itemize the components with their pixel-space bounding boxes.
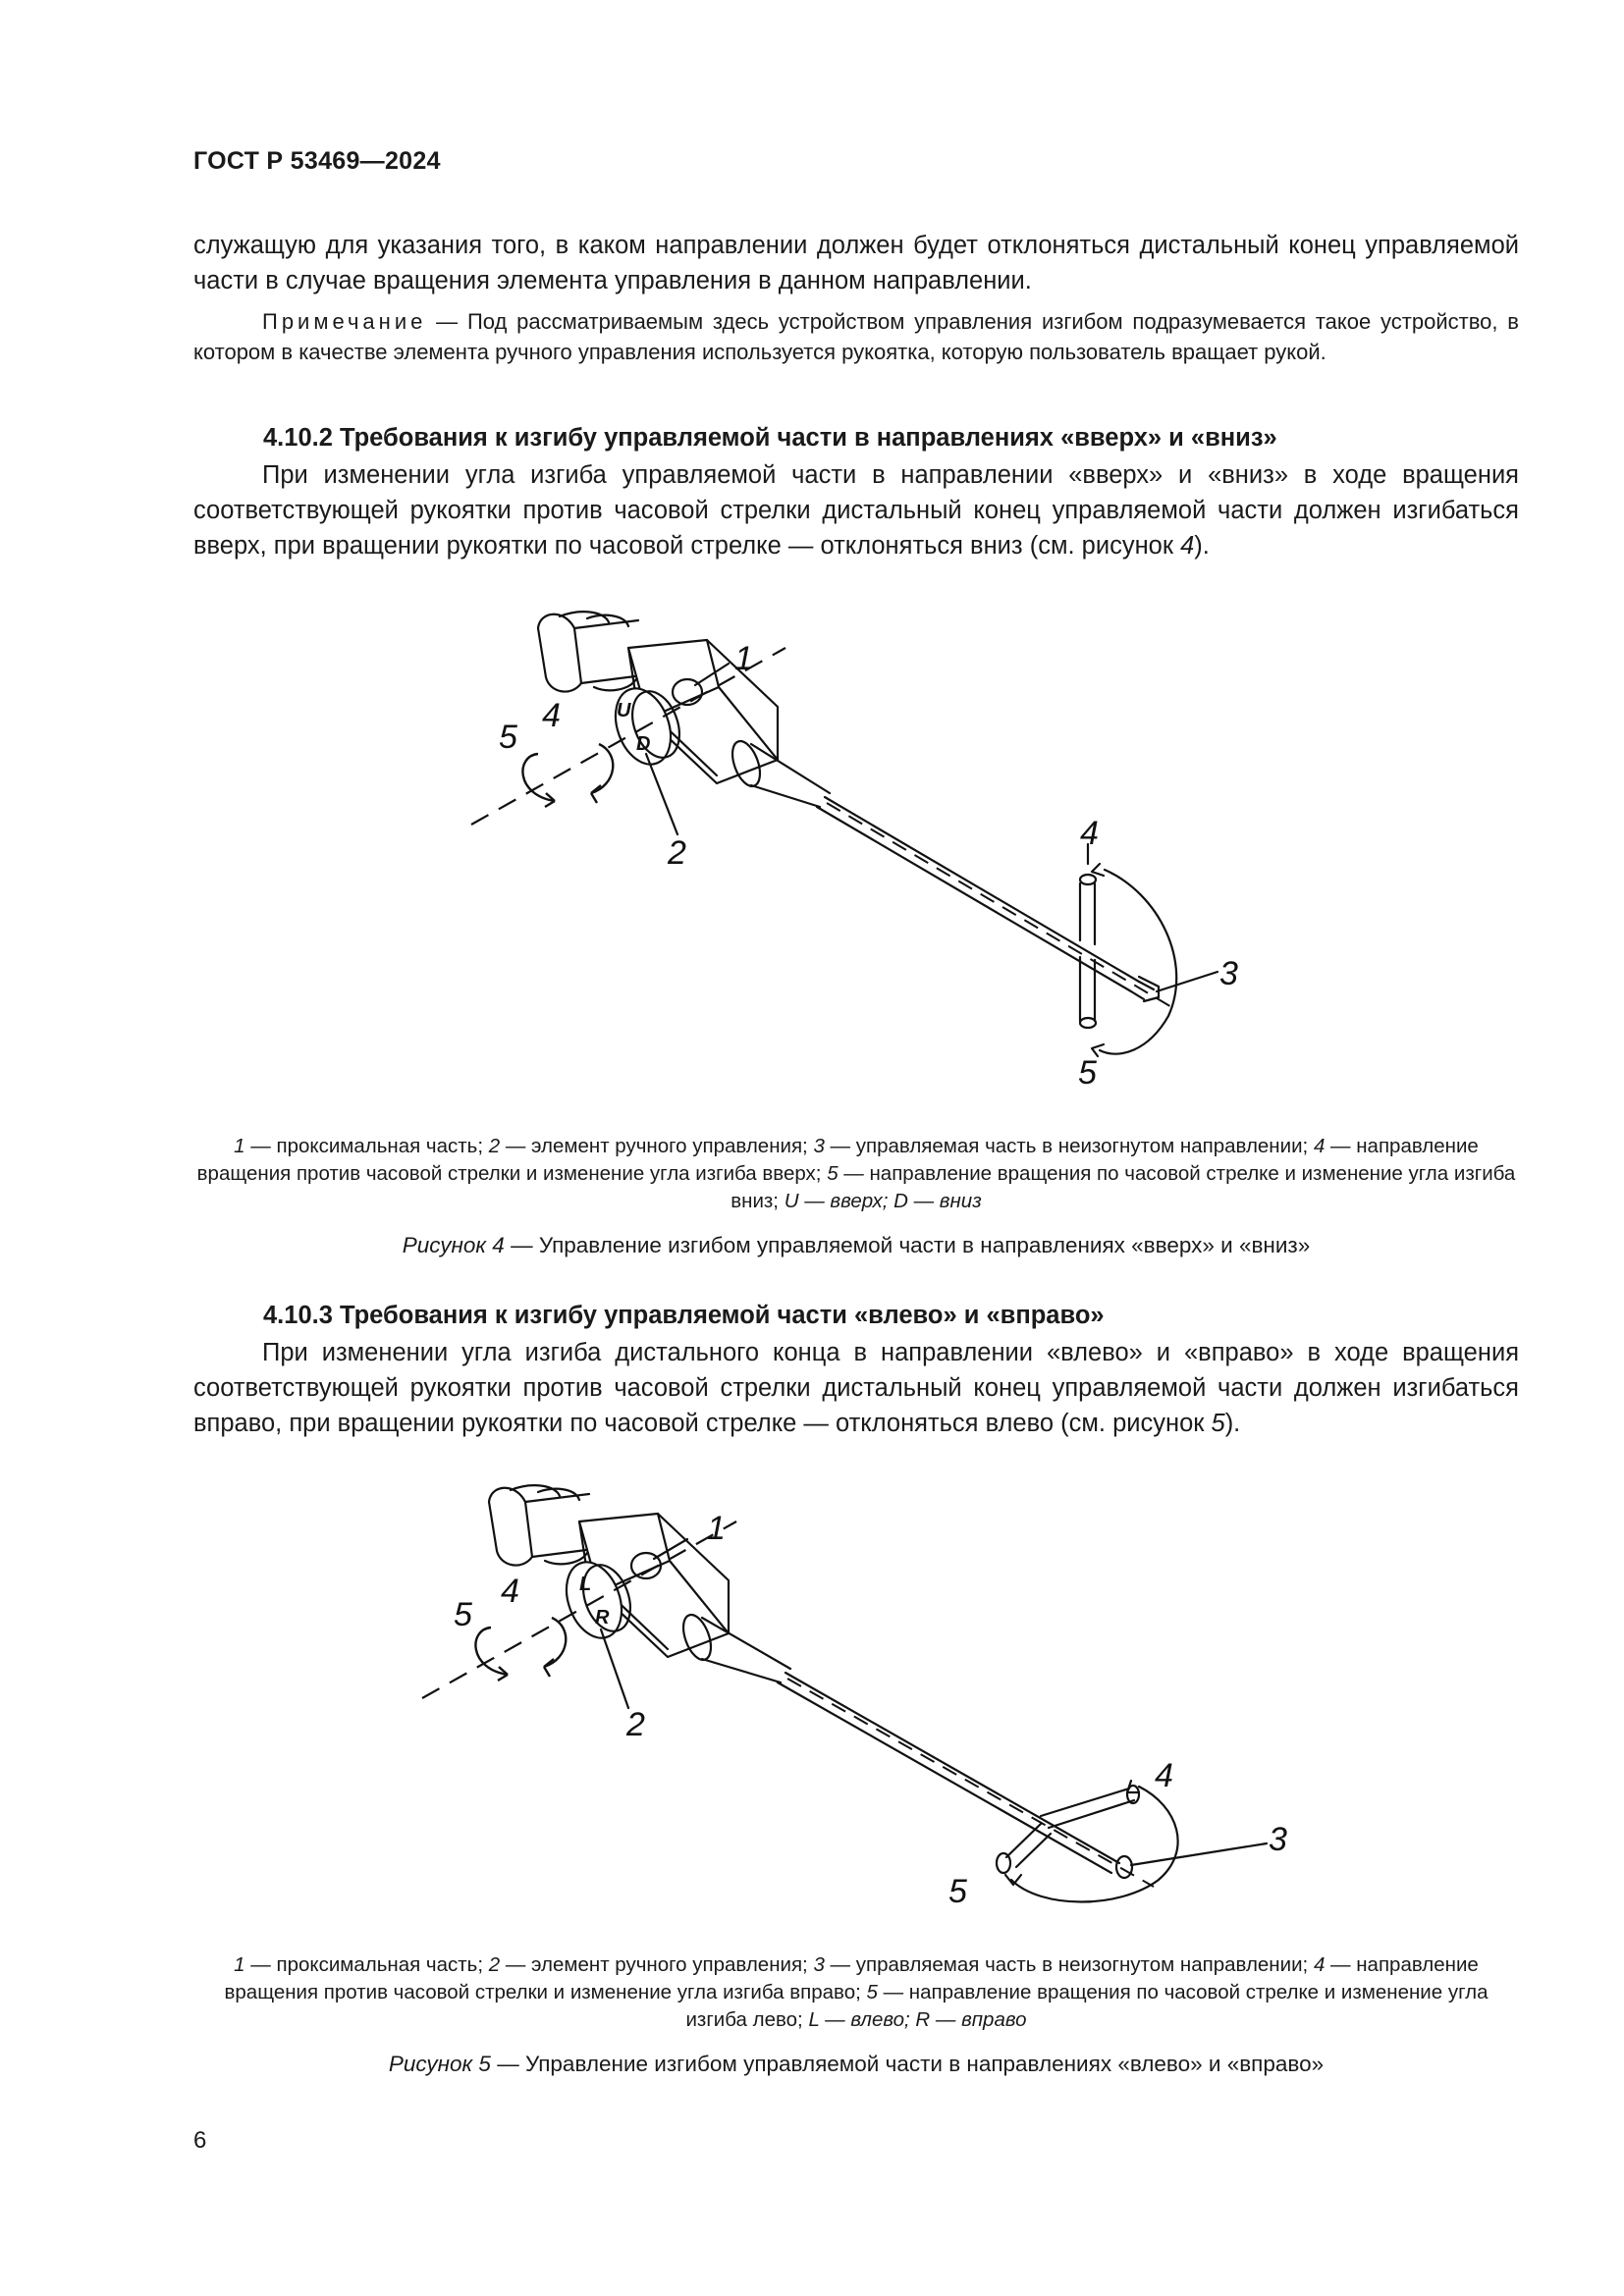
fig5-legend-n2: 2 bbox=[488, 1953, 501, 1976]
section-4-10-3-body bbox=[193, 1335, 1519, 1441]
fig5-legend-n3: 3 bbox=[813, 1953, 825, 1976]
fig5-callout-2: 2 bbox=[626, 1706, 645, 1743]
figure-4-ref: 4 bbox=[1180, 532, 1195, 560]
fig5-legend-n1: 1 bbox=[234, 1953, 245, 1976]
fig5-callout-4a: 4 bbox=[501, 1573, 519, 1610]
section-4-10-2-title: 4.10.2 Требования к изгибу управляемой части в направлениях «вверх» и «вниз» bbox=[263, 424, 1277, 452]
intro-paragraph bbox=[193, 228, 1519, 298]
fig4-legend-t3: — управляемая часть в неизогнутом направлении; bbox=[824, 1135, 1314, 1157]
section-4-10-3-title: 4.10.3 Требования к изгибу управляемой части «влево» и «вправо» bbox=[263, 1302, 1105, 1329]
figure-4-diagram bbox=[0, 589, 1624, 1099]
section-4-10-3-text-end: ). bbox=[1224, 1410, 1241, 1437]
fig4-callout-5b: 5 bbox=[1078, 1054, 1097, 1092]
fig4-callout-4b: 4 bbox=[1080, 815, 1099, 852]
fig5-caption-text: — Управление изгибом управляемой части в направлениях «влево» и «вправо» bbox=[490, 2052, 1325, 2076]
fig4-knob-label-bottom: D bbox=[636, 733, 651, 755]
intro-text: служащую для указания того, в каком направлении должен будет отклоняться дистальный конец управляемой части в случае вращения элемента управления в данном направлении. bbox=[193, 232, 1519, 294]
section-4-10-2-body bbox=[193, 457, 1519, 563]
fig5-knob-label-top: L bbox=[579, 1574, 592, 1595]
section-4-10-3-text: При изменении угла изгиба дистального конца в направлении «влево» и «вправо» в ходе вращения соответствующей рукоятки против часовой стрелки дистальный конец управляемой части должен изгибаться вправо, при вращении рукоятки по часовой стрелке — отклоняться влево (см. рисунок bbox=[193, 1339, 1519, 1437]
fig4-callout-3: 3 bbox=[1219, 955, 1238, 992]
fig5-legend-t3: — управляемая часть в неизогнутом направлении; bbox=[824, 1953, 1314, 1976]
section-4-10-2-text: При изменении угла изгиба управляемой части в направлении «вверх» и «вниз» в ходе вращения соответствующей рукоятки против часовой стрелки дистальный конец управляемой части должен изгибаться вверх, при вращении рукоятки по часовой стрелке — отклоняться вниз (см. рисунок bbox=[193, 461, 1519, 560]
note-paragraph bbox=[193, 306, 1519, 367]
fig5-legend-t2: — элемент ручного управления; bbox=[500, 1953, 814, 1976]
fig4-legend-abbr: U — вверх; D — вниз bbox=[784, 1190, 982, 1212]
fig4-legend-n2: 2 bbox=[488, 1135, 501, 1157]
fig5-callout-4b: 4 bbox=[1155, 1757, 1173, 1794]
fig4-legend-t1: — проксимальная часть; bbox=[244, 1135, 489, 1157]
figure-4-legend bbox=[193, 1133, 1519, 1215]
fig4-caption-text: — Управление изгибом управляемой части в направлениях «вверх» и «вниз» bbox=[504, 1233, 1311, 1257]
note-label: Примечание bbox=[262, 309, 427, 334]
fig4-legend-n5: 5 bbox=[827, 1162, 839, 1185]
fig4-legend-n1: 1 bbox=[234, 1135, 245, 1157]
fig5-legend-n5: 5 bbox=[866, 1981, 878, 2003]
fig4-legend-t4: — направление вращения против часовой стрелки и изменение угла изгиба вверх; bbox=[196, 1135, 1479, 1185]
fig5-caption-label: Рисунок 5 bbox=[388, 2052, 491, 2076]
fig4-callout-2: 2 bbox=[668, 834, 686, 872]
fig5-callout-5a: 5 bbox=[454, 1596, 472, 1633]
fig5-knob-label-bottom: R bbox=[595, 1607, 610, 1629]
fig4-legend-n3: 3 bbox=[813, 1135, 825, 1157]
fig4-legend-t2: — элемент ручного управления; bbox=[500, 1135, 814, 1157]
fig4-callout-4a: 4 bbox=[542, 697, 561, 734]
figure-4-caption bbox=[193, 1233, 1519, 1258]
figure-5-diagram bbox=[0, 1463, 1624, 1934]
note-text: — Под рассматриваемым здесь устройством управления изгибом подразумевается такое устройство, в котором в качестве элемента ручного управления используется рукоятка, которую пользователь вращает рукой. bbox=[193, 309, 1519, 364]
figure-5-caption bbox=[193, 2052, 1519, 2077]
fig4-callout-5a: 5 bbox=[499, 719, 517, 756]
page-number: 6 bbox=[193, 2127, 207, 2154]
fig4-knob-label-top: U bbox=[617, 700, 631, 721]
fig5-legend-t5: — направление вращения по часовой стрелке и изменение угла изгиба лево; bbox=[685, 1981, 1489, 2031]
section-4-10-2-text-end: ). bbox=[1194, 532, 1210, 560]
figure-4-proximal-handle bbox=[538, 612, 643, 691]
fig4-caption-label: Рисунок 4 bbox=[402, 1233, 505, 1257]
fig5-callout-5b: 5 bbox=[948, 1873, 967, 1910]
fig5-legend-n4: 4 bbox=[1313, 1953, 1326, 1976]
fig5-legend-t4: — направление вращения против часовой стрелки и изменение угла изгиба вправо; bbox=[224, 1953, 1479, 2003]
fig5-callout-3: 3 bbox=[1269, 1821, 1287, 1858]
fig4-callout-1: 1 bbox=[734, 640, 753, 677]
figure-5-ref: 5 bbox=[1211, 1410, 1225, 1437]
fig5-legend-t1: — проксимальная часть; bbox=[244, 1953, 489, 1976]
fig4-legend-n4: 4 bbox=[1313, 1135, 1326, 1157]
figure-5-proximal-handle bbox=[489, 1485, 594, 1565]
fig4-legend-t5: — направление вращения по часовой стрелке и изменение угла изгиба вниз; bbox=[731, 1162, 1516, 1212]
fig5-callout-1: 1 bbox=[707, 1510, 726, 1547]
figure-5-legend bbox=[193, 1951, 1519, 2034]
page-header-standard-code: ГОСТ Р 53469—2024 bbox=[193, 147, 441, 175]
fig5-legend-abbr: L — влево; R — вправо bbox=[808, 2008, 1027, 2031]
